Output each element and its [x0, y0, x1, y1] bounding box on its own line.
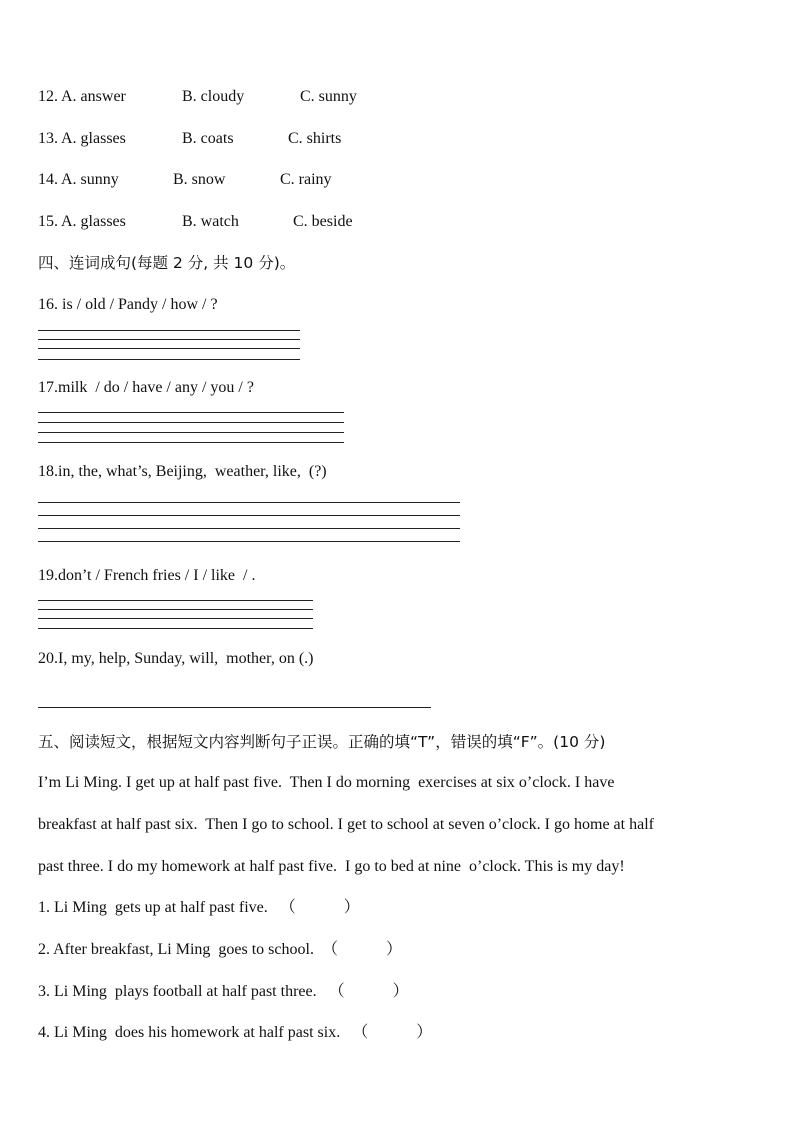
question-number: 13.	[38, 130, 58, 147]
sentence-item-18	[38, 462, 327, 482]
answer-line	[38, 442, 344, 443]
answer-line	[38, 600, 313, 601]
sentence-item-17	[38, 378, 254, 398]
option-a: A. glasses	[61, 130, 126, 147]
answer-line	[38, 359, 300, 360]
statement-4[interactable]: 4. Li Ming does his homework at half past six. （ ）	[38, 1024, 433, 1041]
passage-line-1: I’m Li Ming. I get up at half past five. Then I do morning exercises at six o’clock. I have	[38, 774, 615, 791]
answer-line	[38, 541, 460, 542]
answer-line	[38, 502, 460, 503]
sentence-item-20	[38, 649, 313, 669]
passage-line-2: breakfast at half past six. Then I go to school. I get to school at seven o’clock. I go home at half	[38, 816, 654, 833]
section-4-title: 四、连词成句(每题 2 分, 共 10 分)。	[38, 254, 296, 272]
answer-line	[38, 515, 460, 516]
statement-2[interactable]: 2. After breakfast, Li Ming goes to school. （ ）	[38, 941, 402, 958]
answer-line	[38, 348, 300, 349]
sentence-item-19	[38, 566, 255, 586]
word-list: don’t / French fries / I / like / .	[58, 567, 256, 584]
statement-1[interactable]: 1. Li Ming gets up at half past five. （ ）	[38, 899, 360, 916]
word-list: is / old / Pandy / how / ?	[58, 296, 218, 313]
answer-line	[38, 628, 313, 629]
option-a: A. sunny	[61, 171, 119, 188]
statement-3[interactable]: 3. Li Ming plays football at half past three. （ ）	[38, 983, 409, 1000]
answer-line	[38, 707, 431, 708]
question-number: 14.	[38, 171, 58, 188]
answer-line	[38, 528, 460, 529]
option-a: A. glasses	[61, 213, 126, 230]
question-number: 16.	[38, 296, 58, 313]
answer-line	[38, 609, 313, 610]
section-5-title: 五、阅读短文，根据短文内容判断句子正误。正确的填“T”，错误的填“F”。(10 分)	[38, 733, 606, 751]
option-c: C. beside	[293, 213, 353, 230]
option-b: B. watch	[182, 213, 239, 230]
option-c: C. sunny	[300, 88, 357, 105]
question-number: 20.	[38, 650, 58, 667]
question-number: 15.	[38, 213, 58, 230]
answer-line	[38, 422, 344, 423]
option-b: B. cloudy	[182, 88, 245, 105]
option-c: C. rainy	[280, 171, 332, 188]
word-list: I, my, help, Sunday, will, mother, on (.)	[58, 650, 314, 667]
option-c: C. shirts	[288, 130, 342, 147]
question-number: 19.	[38, 567, 58, 584]
passage-line-3: past three. I do my homework at half past five. I go to bed at nine o’clock. This is my day!	[38, 858, 625, 875]
answer-line	[38, 432, 344, 433]
answer-line	[38, 412, 344, 413]
answer-line	[38, 339, 300, 340]
answer-line	[38, 618, 313, 619]
option-b: B. coats	[182, 130, 234, 147]
answer-line	[38, 330, 300, 331]
word-list: in, the, what’s, Beijing, weather, like, (?)	[58, 463, 327, 480]
sentence-item-16	[38, 295, 218, 315]
option-a: A. answer	[61, 88, 126, 105]
word-list: milk / do / have / any / you / ?	[58, 379, 254, 396]
question-number: 12.	[38, 88, 58, 105]
question-number: 18.	[38, 463, 58, 480]
option-b: B. snow	[173, 171, 226, 188]
question-number: 17.	[38, 379, 58, 396]
